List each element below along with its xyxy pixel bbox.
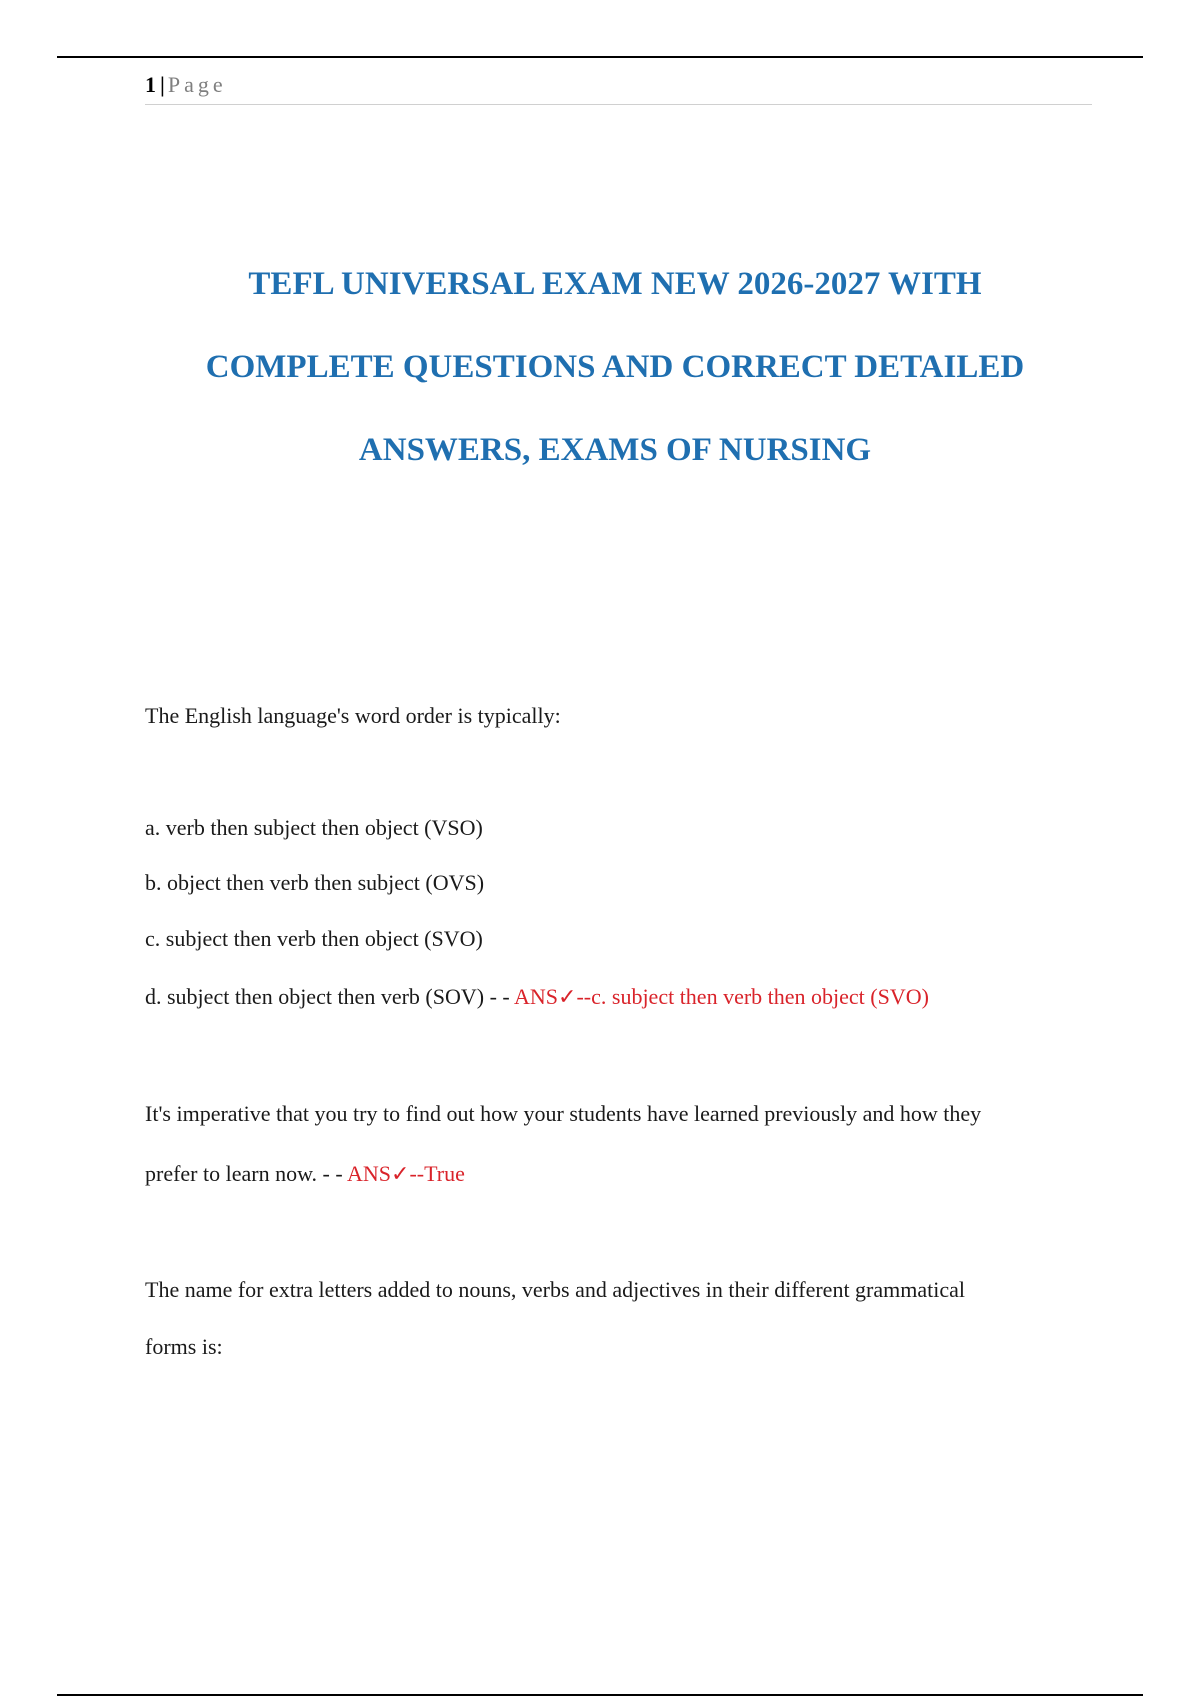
question-1-option-a: a. verb then subject then object (VSO) <box>145 815 483 840</box>
page-label: Page <box>167 72 227 97</box>
question-1-option-b: b. object then verb then subject (OVS) <box>145 870 485 895</box>
title-line-3: ANSWERS, EXAMS OF NURSING <box>358 432 872 468</box>
question-2-prompt-line-2: prefer to learn now. - - <box>145 1161 347 1186</box>
question-3-prompt-line-1: The name for extra letters added to nouns, verbs and adjectives in their different grammatical <box>145 1277 966 1302</box>
question-1-prompt: The English language's word order is typically: <box>145 703 561 728</box>
document-title <box>120 243 1110 492</box>
page-separator: | <box>160 72 165 97</box>
question-3-prompt-line-2: forms is: <box>145 1334 223 1359</box>
page-header <box>145 70 1092 105</box>
bottom-border-line <box>57 1694 1143 1696</box>
question-1-option-d: d. subject then object then verb (SOV) - - <box>145 984 515 1009</box>
question-2-prompt-line-1: It's imperative that you try to find out how your students have learned previously and how they <box>145 1101 982 1126</box>
question-1-answer: ANS✓--c. subject then verb then object (SVO) <box>514 984 929 1009</box>
title-line-1: TEFL UNIVERSAL EXAM NEW 2026-2027 WITH <box>248 266 982 302</box>
page-number: 1 <box>145 72 156 97</box>
question-1-option-c: c. subject then verb then object (SVO) <box>145 926 483 951</box>
question-1-option-d-line <box>145 982 929 1012</box>
title-line-2: COMPLETE QUESTIONS AND CORRECT DETAILED <box>205 349 1025 385</box>
top-border-line <box>57 56 1143 58</box>
question-2-answer: ANS✓--True <box>347 1161 465 1186</box>
question-2-prompt-line-2-row <box>145 1159 465 1189</box>
